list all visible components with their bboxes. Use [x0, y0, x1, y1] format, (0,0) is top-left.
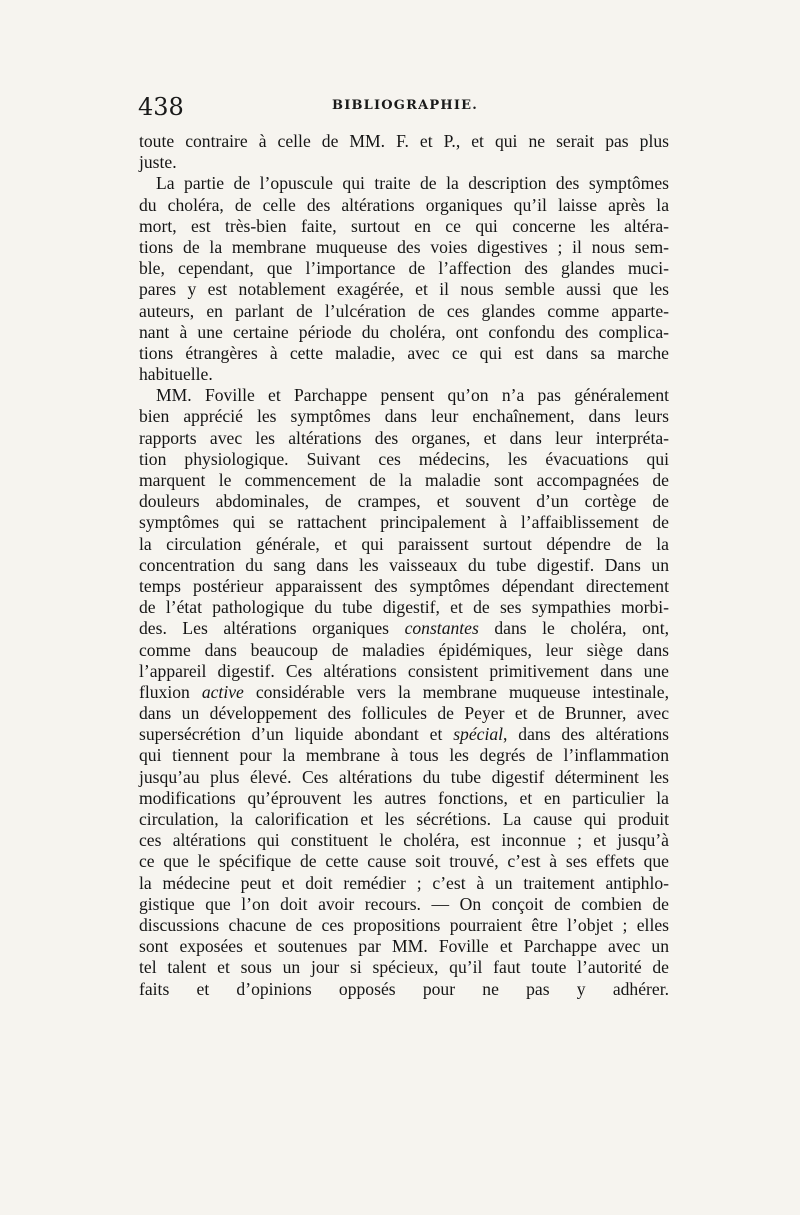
text-line: tions étrangères à cette maladie, avec ce qui est dans sa marche — [139, 342, 669, 363]
text-line: pares y est notablement exagérée, et il nous semble aussi que les — [139, 279, 669, 300]
running-title: BIBLIOGRAPHIE. — [332, 98, 478, 113]
text-line: symptômes qui se rattachent principalement à l’affaiblissement de — [139, 512, 669, 533]
text-line: auteurs, en parlant de l’ulcération de ces glandes comme apparte- — [139, 300, 669, 321]
text-line: concentration du sang dans les vaisseaux du tube digestif. Dans un — [139, 554, 669, 575]
text-line: mort, est très-bien faite, surtout en ce qui concerne les altéra- — [139, 215, 669, 236]
text-line: La partie de l’opuscule qui traite de la description des symptômes — [156, 173, 669, 194]
text-line: ce que le spécifique de cette cause soit trouvé, c’est à ses effets que — [139, 851, 669, 872]
text-line: tel talent et sous un jour si spécieux, qu’il faut toute l’autorité de — [139, 957, 669, 978]
italic-word: active — [201, 681, 244, 702]
text-line: toute contraire à celle de MM. F. et P., et qui ne serait pas plus — [139, 131, 669, 151]
text-line: jusqu’au plus élevé. Ces altérations du tube digestif déterminent les — [139, 766, 669, 787]
text-line: habituelle. — [139, 364, 213, 385]
text-line: circulation, la calorification et les sécrétions. La cause qui produit — [139, 809, 669, 829]
italic-word: constantes — [404, 618, 479, 639]
text-line: ble, cependant, que l’importance de l’affection des glandes muci- — [139, 258, 669, 279]
text-line: tion physiologique. Suivant ces médecins, les évacuations qui — [139, 448, 669, 469]
text-line: supersécrétion d’un liquide abondant et spécial, dans des altérations — [139, 724, 669, 745]
text-line: dans un développement des follicules de Peyer et de Brunner, avec — [139, 703, 669, 724]
text-line: discussions chacune de ces propositions pourraient être l’objet ; elles — [139, 914, 669, 935]
text-line: rapports avec les altérations des organes, et dans leur interpréta- — [139, 427, 669, 448]
text-line: comme dans beaucoup de maladies épidémiques, leur siège dans — [139, 639, 669, 660]
page-header — [138, 92, 668, 122]
text-line: qui tiennent pour la membrane à tous les degrés de l’inflammation — [139, 745, 669, 766]
italic-word: spécial — [453, 724, 504, 745]
text-line: temps postérieur apparaissent des symptômes dépendant directement — [139, 575, 669, 596]
text-line: MM. Foville et Parchappe pensent qu’on n’a pas généralement — [156, 385, 669, 406]
text-line: marquent le commencement de la maladie sont accompagnées de — [139, 470, 669, 490]
text-line: bien apprécié les symptômes dans leur enchaînement, dans leurs — [139, 406, 669, 427]
text-line: ces altérations qui constituent le choléra, est inconnue ; et jusqu’à — [139, 830, 669, 851]
text-line: fluxion active considérable vers la membrane muqueuse intestinale, — [139, 681, 669, 702]
text-line: la médecine peut et doit remédier ; c’est à un traitement antiphlo- — [139, 872, 669, 893]
text-line: la circulation générale, et qui paraissent surtout dépendre de la — [139, 533, 669, 554]
text-line: du choléra, de celle des altérations organiques qu’il laisse après la — [139, 194, 669, 215]
text-line: des. Les altérations organiques constantes dans le choléra, ont, — [139, 618, 669, 639]
text-line: nant à une certaine période du choléra, ont confondu des complica- — [139, 321, 669, 342]
text-line: juste. — [139, 152, 177, 173]
text-line: de l’état pathologique du tube digestif, et de ses sympathies morbi- — [139, 597, 669, 618]
text-line: douleurs abdominales, de crampes, et souvent d’un cortège de — [139, 491, 669, 512]
text-line: modifications qu’éprouvent les autres fonctions, et en particulier la — [139, 787, 669, 808]
text-line: faits et d’opinions opposés pour ne pas y adhérer. — [139, 978, 669, 999]
body-text — [139, 131, 669, 1000]
text-line: gistique que l’on doit avoir recours. — On conçoit de combien de — [139, 893, 669, 914]
text-line: l’appareil digestif. Ces altérations consistent primitivement dans une — [139, 660, 669, 681]
page-number: 438 — [138, 93, 184, 121]
text-line: tions de la membrane muqueuse des voies digestives ; il nous sem- — [139, 236, 669, 257]
text-line: sont exposées et soutenues par MM. Foville et Parchappe avec un — [139, 936, 669, 957]
